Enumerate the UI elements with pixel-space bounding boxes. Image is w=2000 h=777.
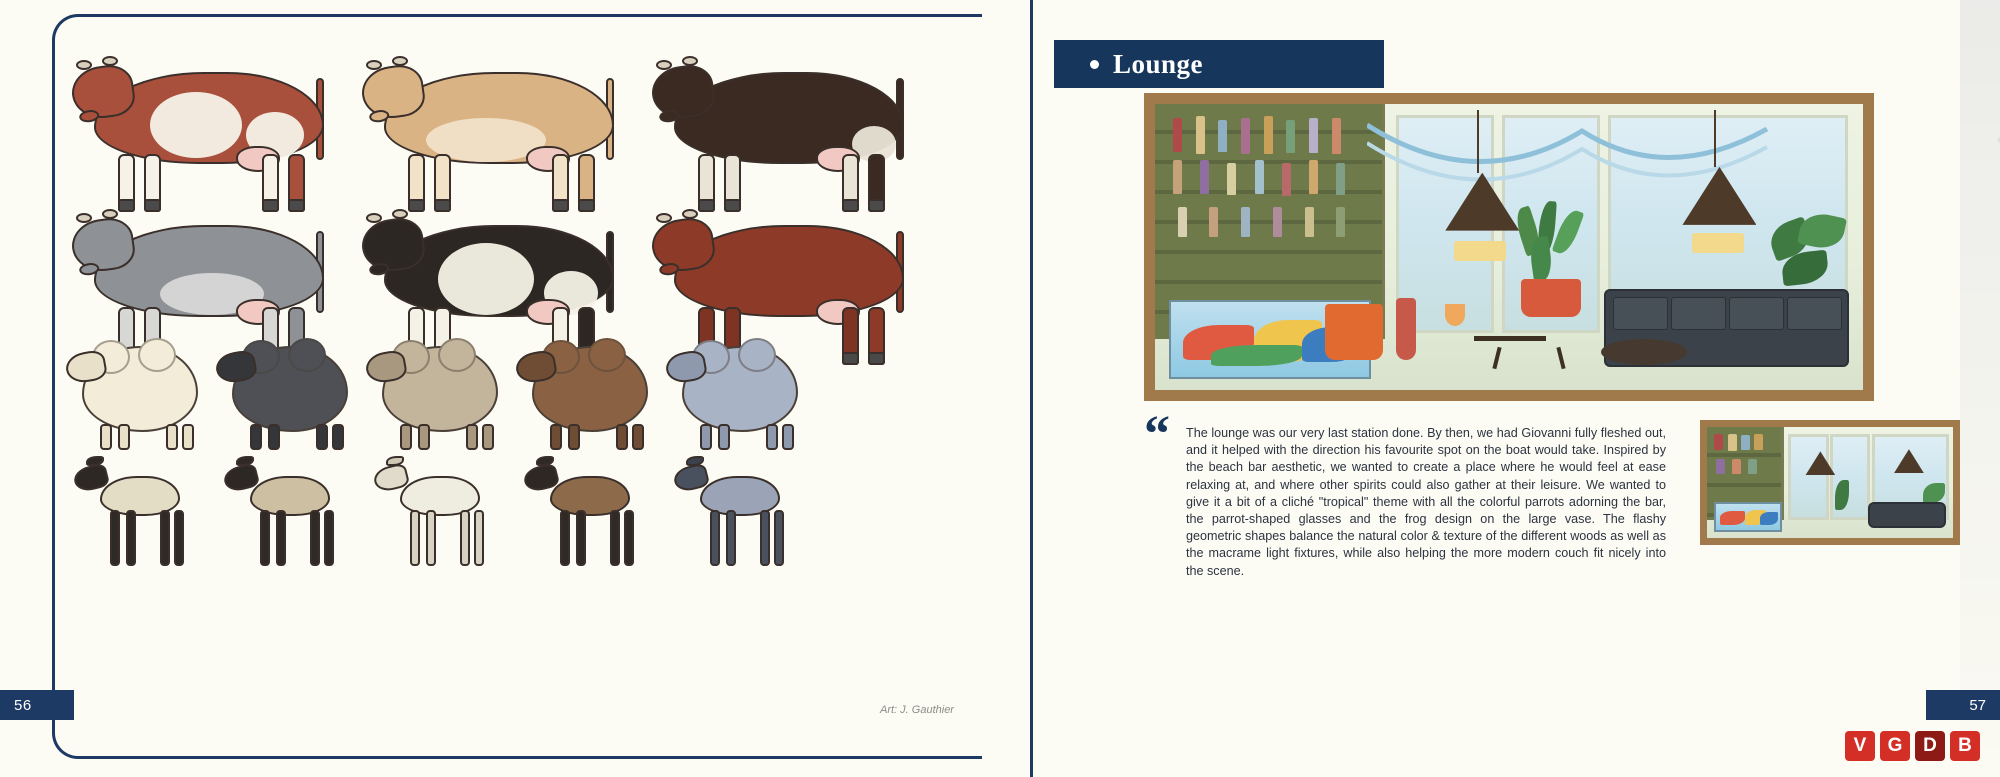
animal-colour-sheet [52, 20, 972, 720]
section-title-text: Lounge [1113, 48, 1204, 79]
bullet-icon [1090, 60, 1099, 69]
watermark-letter-v: V [1845, 731, 1875, 761]
goat-brown [516, 458, 666, 573]
cow-red-white [66, 42, 356, 212]
goat-grey-blue [666, 458, 816, 573]
page-number-right: 57 [1926, 690, 2000, 720]
lamp-glow-left [1454, 241, 1506, 261]
right-page [1030, 0, 2000, 777]
sheep-row [64, 332, 814, 452]
gutter-rule [1030, 0, 1033, 777]
side-table-leg-right [1556, 347, 1565, 369]
goat-cream [66, 458, 216, 573]
watermark-letter-g: G [1880, 731, 1910, 761]
vgdb-watermark [1845, 731, 1980, 761]
page-number-left: 56 [0, 690, 74, 720]
quote-mark-icon: “ [1144, 406, 1170, 463]
thumb-window-left [1788, 434, 1828, 520]
lamp-glow-right [1692, 233, 1744, 253]
watermark-letter-d: D [1915, 731, 1945, 761]
cow-tan [356, 42, 646, 212]
section-heading [1054, 40, 1384, 88]
tall-vase [1396, 298, 1416, 360]
cattle-row-1 [66, 42, 936, 212]
thumb-couch [1868, 502, 1946, 528]
lounge-scene [1155, 104, 1863, 390]
quote-text: The lounge was our very last station done. By then, we had Giovanni fully fleshed out, and it helped with the direction his favourite spot on the boat would take. Inspired by the beach bar aesthetic, we wanted to create a place where he would feel at ease relaxing at, and where other spirits could also gather at their leisure. We wanted to give it a bit of a cliché "tropical" theme with all the colorful parrots adorning the bar, the parrot-shaped glasses and the frog design on the large vase. The flashy geometric shapes balance the natural color & texture of the different woods as well as the macrame light fixtures, while also helping the more modern couch fit nicely into the scene. [1186, 426, 1666, 578]
bamboo-plant [1509, 207, 1599, 317]
lamp-cord-right [1714, 110, 1716, 167]
hanging-drape [1367, 121, 1834, 184]
watermark-letter-b: B [1950, 731, 1980, 761]
side-table-leg-left [1492, 347, 1501, 369]
designer-quote [1144, 406, 1666, 580]
lounge-illustration [1144, 93, 1874, 401]
frog-vase [1325, 304, 1383, 360]
side-table-top [1474, 336, 1546, 341]
lamp-cord-left [1477, 110, 1479, 173]
goat-tan [216, 458, 366, 573]
sheep-cream [64, 332, 214, 452]
sheep-brown [514, 332, 664, 452]
page-edge-decoration [1960, 0, 2000, 777]
lounge-thumbnail-scene [1707, 427, 1953, 538]
goat-row [66, 458, 816, 573]
coffee-table [1601, 339, 1687, 365]
thumb-parrot-mural [1714, 502, 1782, 533]
sheep-dark-grey [214, 332, 364, 452]
sheep-blue-grey [664, 332, 814, 452]
art-credit: Art: J. Gauthier [880, 704, 954, 716]
cow-dark-brown [646, 42, 936, 212]
goat-white [366, 458, 516, 573]
lounge-thumbnail [1700, 420, 1960, 545]
sheep-light-brown [364, 332, 514, 452]
